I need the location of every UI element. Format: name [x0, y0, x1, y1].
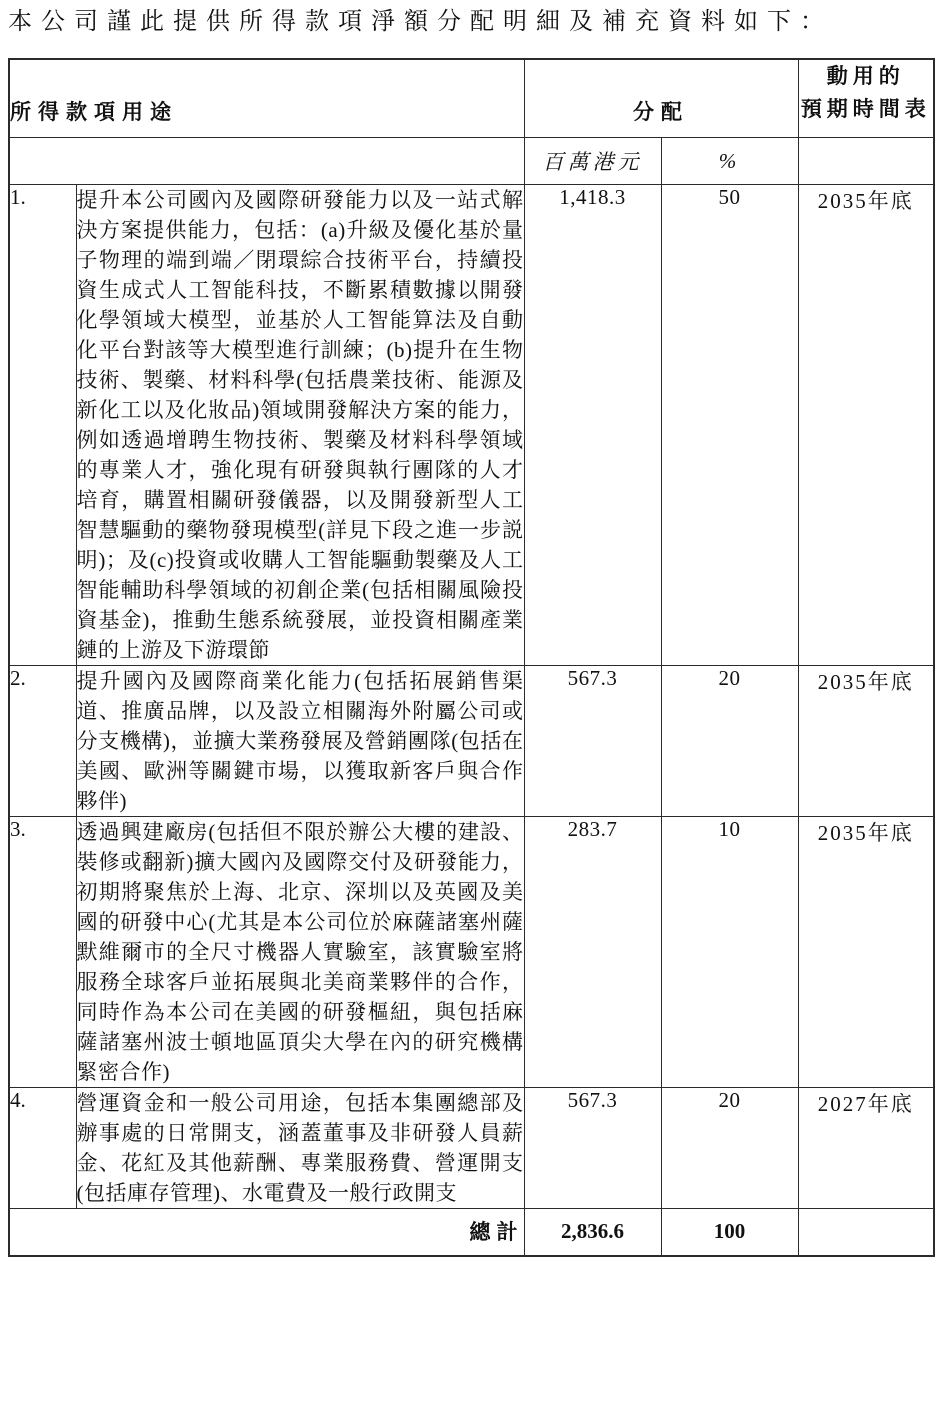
proceeds-allocation-table [8, 58, 935, 1257]
row-1-percent: 50 [661, 185, 798, 666]
unit-empty-cell [9, 138, 524, 185]
total-empty-timeline-cell [798, 1209, 934, 1256]
table-row-1 [9, 185, 934, 666]
table-unit-row [9, 138, 934, 185]
unit-percent: % [661, 138, 798, 185]
row-2-use-text: 提升國內及國際商業化能力(包括拓展銷售渠道、推廣品牌，以及設立相關海外附屬公司或分支機構)，並擴大業務發展及營銷團隊(包括在美國、歐洲等關鍵市場，以獲取新客戶與合作夥伴) [76, 666, 524, 817]
row-3-amount: 283.7 [524, 817, 661, 1088]
table-total-row [9, 1209, 934, 1256]
row-3-number: 3. [9, 817, 76, 1088]
row-1-use-text: 提升本公司國內及國際研發能力以及一站式解決方案提供能力，包括：(a)升級及優化基於量子物理的端到端／閉環綜合技術平台，持續投資生成式人工智能科技，不斷累積數據以開發化學領域大模型，並基於人工智能算法及自動化平台對該等大模型進行訓練；(b)提升在生物技術、製藥、材料科學(包括農業技術、能源及新化工以及化妝品)領域開發解決方案的能力，例如透過增聘生物技術、製藥及材料科學領域的專業人才，強化現有研發與執行團隊的人才培育，購置相關研發儀器，以及開發新型人工智慧驅動的藥物發現模型(詳見下段之進一步説明)；及(c)投資或收購人工智能驅動製藥及人工智能輔助科學領域的初創企業(包括相關風險投資基金)，推動生態系統發展，並投資相關產業鏈的上游及下游環節 [76, 185, 524, 666]
row-3-use-text: 透過興建廠房(包括但不限於辦公大樓的建設、裝修或翻新)擴大國內及國際交付及研發能力，初期將聚焦於上海、北京、深圳以及英國及美國的研發中心(尤其是本公司位於麻薩諸塞州薩默維爾市的全尺寸機器人實驗室，該實驗室將服務全球客戶並拓展與北美商業夥伴的合作，同時作為本公司在美國的研發樞紐，與包括麻薩諸塞州波士頓地區頂尖大學在內的研究機構緊密合作) [76, 817, 524, 1088]
row-3-timeline: 2035年底 [798, 817, 934, 1088]
row-1-timeline: 2035年底 [798, 185, 934, 666]
table-header-row [9, 59, 934, 138]
total-percent: 100 [661, 1209, 798, 1256]
table-row-3 [9, 817, 934, 1088]
table-row-2 [9, 666, 934, 817]
row-4-timeline: 2027年底 [798, 1088, 934, 1209]
row-2-timeline: 2035年底 [798, 666, 934, 817]
table-row-4 [9, 1088, 934, 1209]
total-amount: 2,836.6 [524, 1209, 661, 1256]
row-2-amount: 567.3 [524, 666, 661, 817]
row-4-amount: 567.3 [524, 1088, 661, 1209]
row-4-number: 4. [9, 1088, 76, 1209]
header-expected-timeline [798, 59, 934, 138]
row-2-number: 2. [9, 666, 76, 817]
header-use-of-proceeds: 所得款項用途 [9, 59, 524, 138]
unit-hkd-million: 百萬港元 [524, 138, 661, 185]
intro-text: 本公司謹此提供所得款項淨額分配明細及補充資料如下： [8, 9, 833, 35]
header-expected-timeline-line1: 動用的 [826, 64, 905, 88]
row-3-percent: 10 [661, 817, 798, 1088]
header-allocation: 分配 [524, 59, 798, 138]
row-2-percent: 20 [661, 666, 798, 817]
row-1-number: 1. [9, 185, 76, 666]
total-label: 總計 [9, 1209, 524, 1256]
row-4-use-text: 營運資金和一般公司用途，包括本集團總部及辦事處的日常開支，涵蓋董事及非研發人員薪金、花紅及其他薪酬、專業服務費、營運開支(包括庫存管理)、水電費及一般行政開支 [76, 1088, 524, 1209]
row-1-amount: 1,418.3 [524, 185, 661, 666]
header-expected-timeline-line2: 預期時間表 [800, 97, 931, 121]
row-4-percent: 20 [661, 1088, 798, 1209]
unit-empty-timeline-cell [798, 138, 934, 185]
